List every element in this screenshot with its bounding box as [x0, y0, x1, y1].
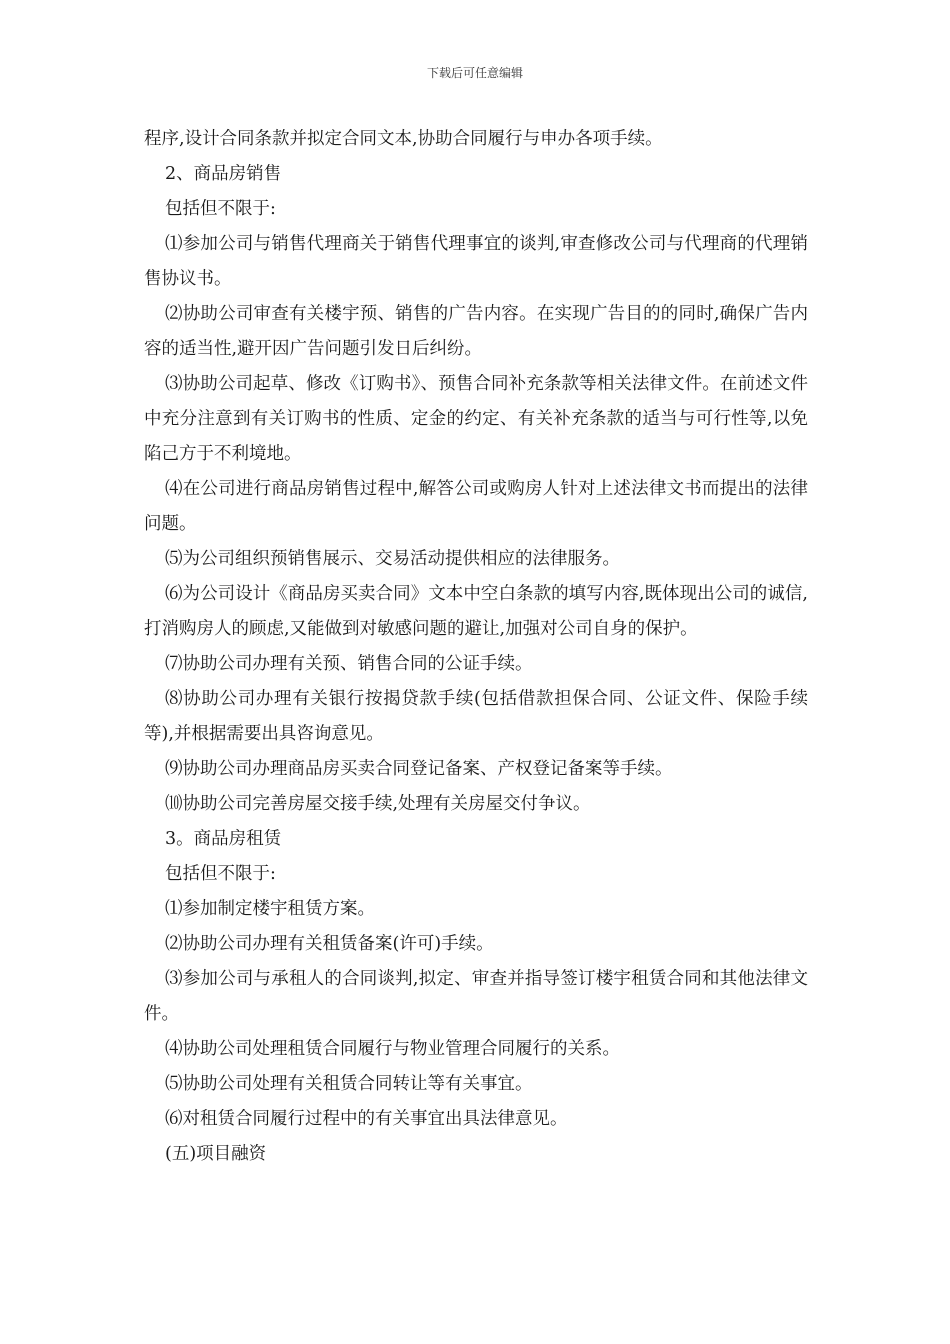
page-header: 下载后可任意编辑 — [426, 66, 523, 80]
paragraph: ⑻协助公司办理有关银行按揭贷款手续(包括借款担保合同、公证文件、保险手续等),并根据需要出具咨询意见。 — [144, 689, 808, 744]
paragraph: ⑶协助公司起草、修改《订购书》、预售合同补充条款等相关法律文件。在前述文件中充分注意到有关订购书的性质、定金的约定、有关补充条款的适当与可行性等,以免陷己方于不利境地。 — [144, 374, 808, 464]
paragraph: 包括但不限于: — [165, 199, 276, 219]
paragraph: 包括但不限于: — [165, 864, 276, 884]
paragraph: ⑸为公司组织预销售展示、交易活动提供相应的法律服务。 — [165, 549, 620, 569]
paragraph: ⑽协助公司完善房屋交接手续,处理有关房屋交付争议。 — [165, 794, 591, 814]
paragraph: ⑼协助公司办理商品房买卖合同登记备案、产权登记备案等手续。 — [165, 759, 673, 779]
paragraph: ⑵协助公司审查有关楼宇预、销售的广告内容。在实现广告目的的同时,确保广告内容的适当性,避开因广告问题引发日后纠纷。 — [144, 304, 808, 359]
paragraph: ⑺协助公司办理有关预、销售合同的公证手续。 — [165, 654, 533, 674]
paragraph: ⑵协助公司办理有关租赁备案(许可)手续。 — [165, 934, 494, 954]
paragraph: ⑴参加公司与销售代理商关于销售代理事宜的谈判,审查修改公司与代理商的代理销售协议书。 — [144, 234, 808, 289]
paragraph: 3。商品房租赁 — [165, 829, 282, 849]
paragraph: ⑹对租赁合同履行过程中的有关事宜出具法律意见。 — [165, 1109, 568, 1129]
paragraph: 程序,设计合同条款并拟定合同文本,协助合同履行与申办各项手续。 — [144, 129, 663, 149]
paragraph: (五)项目融资 — [165, 1144, 267, 1164]
paragraph: ⑴参加制定楼宇租赁方案。 — [165, 899, 375, 919]
paragraph: 2、商品房销售 — [165, 164, 282, 184]
paragraph: ⑶参加公司与承租人的合同谈判,拟定、审查并指导签订楼宇租赁合同和其他法律文件。 — [144, 969, 808, 1024]
document-body — [144, 122, 808, 1172]
paragraph: ⑸协助公司处理有关租赁合同转让等有关事宜。 — [165, 1074, 533, 1094]
paragraph: ⑹为公司设计《商品房买卖合同》文本中空白条款的填写内容,既体现出公司的诚信,打消购房人的顾虑,又能做到对敏感问题的避让,加强对公司自身的保护。 — [144, 584, 808, 639]
paragraph: ⑷协助公司处理租赁合同履行与物业管理合同履行的关系。 — [165, 1039, 620, 1059]
paragraph: ⑷在公司进行商品房销售过程中,解答公司或购房人针对上述法律文书而提出的法律问题。 — [144, 479, 808, 534]
